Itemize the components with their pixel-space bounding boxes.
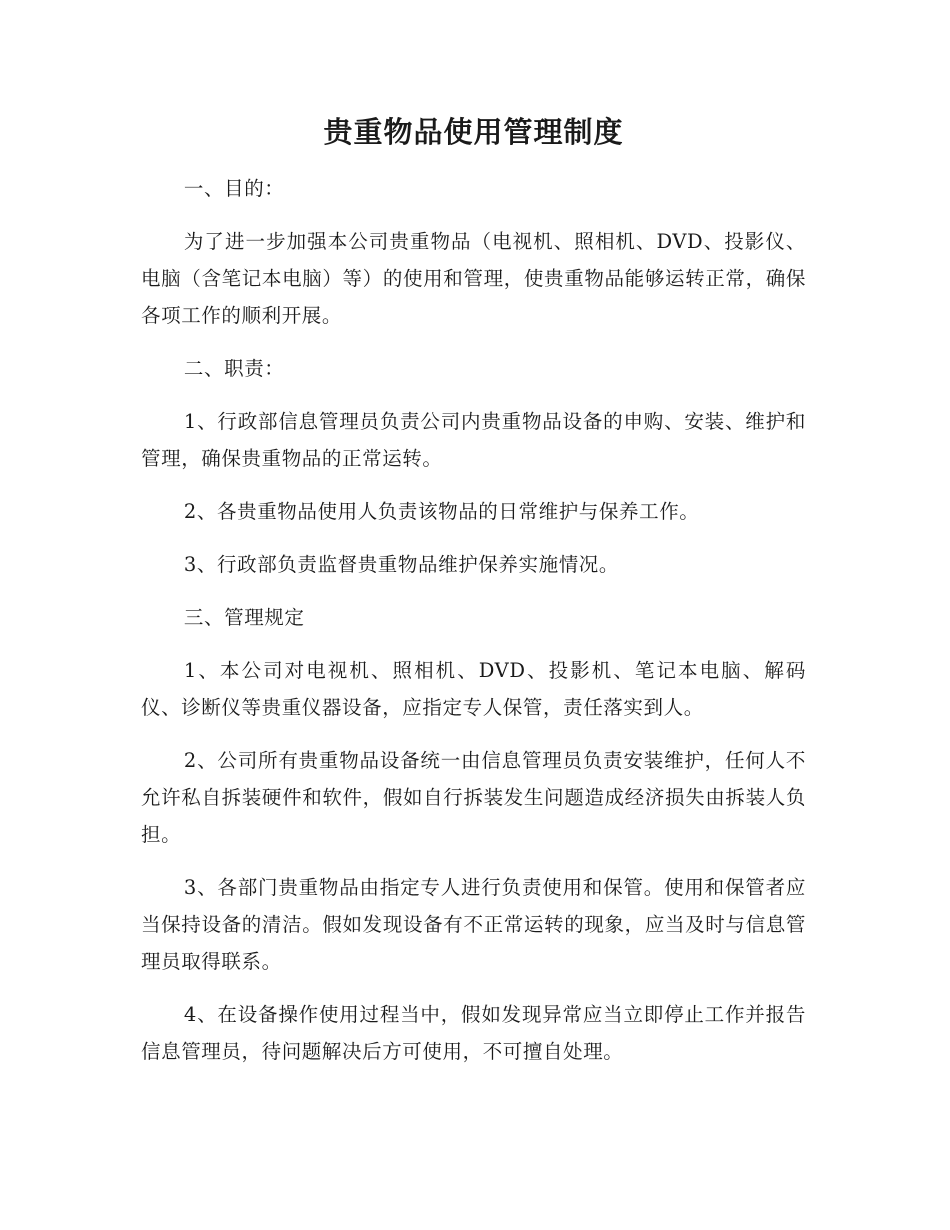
responsibility-item-3: 3、行政部负责监督贵重物品维护保养实施情况。 bbox=[183, 553, 619, 576]
responsibility-item-1: 1、行政部信息管理员负责公司内贵重物品设备的申购、安装、维护和管理，确保贵重物品的正常运转。 bbox=[141, 410, 806, 470]
rule-item-1: 1、本公司对电视机、照相机、DVD、投影机、笔记本电脑、解码仪、诊断仪等贵重仪器设备，应指定专人保管，责任落实到人。 bbox=[141, 659, 806, 719]
section-heading-rules: 三、管理规定 bbox=[183, 606, 305, 629]
responsibility-item-2: 2、各贵重物品使用人负责该物品的日常维护与保养工作。 bbox=[183, 500, 700, 523]
section-heading-responsibilities: 二、职责： bbox=[183, 357, 285, 380]
purpose-paragraph: 为了进一步加强本公司贵重物品（电视机、照相机、DVD、投影仪、电脑（含笔记本电脑）等）的使用和管理，使贵重物品能够运转正常，确保各项工作的顺利开展。 bbox=[141, 230, 806, 327]
document-title: 贵重物品使用管理制度 bbox=[323, 115, 624, 149]
rule-item-4: 4、在设备操作使用过程当中，假如发现异常应当立即停止工作并报告信息管理员，待问题解决后方可使用，不可擅自处理。 bbox=[141, 1003, 806, 1063]
rule-item-3: 3、各部门贵重物品由指定专人进行负责使用和保管。使用和保管者应当保持设备的清洁。假如发现设备有不正常运转的现象，应当及时与信息管理员取得联系。 bbox=[141, 876, 806, 973]
section-heading-purpose: 一、目的： bbox=[183, 177, 285, 200]
rule-item-2: 2、公司所有贵重物品设备统一由信息管理员负责安装维护，任何人不允许私自拆装硬件和软件，假如自行拆装发生问题造成经济损失由拆装人负担。 bbox=[141, 749, 806, 846]
document-page bbox=[141, 112, 806, 1086]
